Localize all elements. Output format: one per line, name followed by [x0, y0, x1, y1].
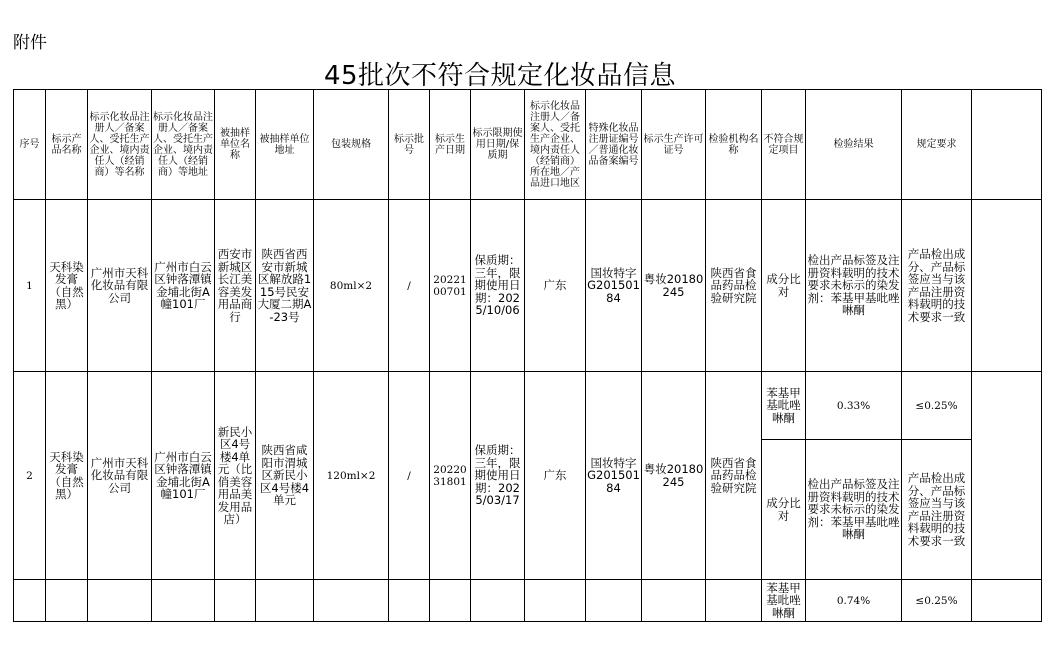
- sampled-unit-cell: 西安市新城区长江美容美发用品商行: [215, 200, 256, 372]
- empty-cell: [706, 580, 762, 622]
- empty-cell: [215, 580, 256, 622]
- empty-cell: [46, 580, 88, 622]
- package-cell: 120ml×2: [314, 372, 389, 580]
- production-date-cell: 2022100701: [430, 200, 471, 372]
- production-date-cell: 2022031801: [430, 372, 471, 580]
- product-cell: 天科染发膏（自然黑）: [46, 372, 88, 580]
- empty-cell: [972, 372, 1042, 580]
- header-cell: 被抽样单位名称: [215, 90, 256, 200]
- empty-cell: [586, 580, 642, 622]
- registrant-name-cell: 广州市天科化妆品有限公司: [88, 372, 152, 580]
- region-cell: 广东: [525, 372, 586, 580]
- empty-cell: [972, 200, 1042, 372]
- registrant-name-cell: 广州市天科化妆品有限公司: [88, 200, 152, 372]
- empty-cell: [14, 580, 46, 622]
- page-title: 45批次不符合规定化妆品信息: [323, 61, 677, 91]
- nonconforming-cosmetics-table: [13, 89, 1042, 622]
- lab-cell: 陕西省食品药品检验研究院: [706, 200, 762, 372]
- header-cell: 标示生产日期: [430, 90, 471, 200]
- header-cell: 标示批号: [389, 90, 430, 200]
- empty-cell: [642, 580, 706, 622]
- batch-cell: /: [389, 200, 430, 372]
- header-cell: 检验结果: [806, 90, 902, 200]
- header-cell: 标示限期使用日期/保质期: [471, 90, 525, 200]
- empty-cell: [972, 580, 1042, 622]
- empty-cell: [389, 580, 430, 622]
- expiry-cell: 保质期：三年，限期使用日期：2025/03/17: [471, 372, 525, 580]
- sampled-address-cell: 陕西省咸阳市渭城区新民小区4号楼4单元: [256, 372, 314, 580]
- header-cell: 标示化妆品注册人／备案人、受托生产企业、境内责任人（经销商）等名称: [88, 90, 152, 200]
- header-cell: 标示产品名称: [46, 90, 88, 200]
- header-cell: [972, 90, 1042, 200]
- header-cell: 序号: [14, 90, 46, 200]
- sampled-unit-cell: 新民小区4号楼4单元（比俏美容用品美发用品店）: [215, 372, 256, 580]
- region-cell: 广东: [525, 200, 586, 372]
- header-cell: 标示生产许可证号: [642, 90, 706, 200]
- lab-cell: 陕西省食品药品检验研究院: [706, 372, 762, 580]
- header-row: [14, 90, 1042, 200]
- registrant-address-cell: 广州市白云区钟落潭镇金埔北街A幢101厂: [152, 372, 215, 580]
- empty-cell: [430, 580, 471, 622]
- header-cell: 规定要求: [902, 90, 972, 200]
- cert-no-cell: 国妆特字G20150184: [586, 200, 642, 372]
- item-cell: 成分比对: [762, 200, 806, 372]
- header-cell: 包装规格: [314, 90, 389, 200]
- license-no-cell: 粤妆20180245: [642, 372, 706, 580]
- header-cell: 标示化妆品注册人／备案人、受托生产企业、境内责任人（经销商）等地址: [152, 90, 215, 200]
- table-row: [14, 200, 1042, 372]
- seq-cell: 2: [14, 372, 46, 580]
- result-cell: 检出产品标签及注册资料载明的技术要求未标示的染发剂：苯基甲基吡唑啉酮: [806, 440, 902, 580]
- sampled-address-cell: 陕西省西安市新城区解放路115号民安大厦二期A-23号: [256, 200, 314, 372]
- result-cell: 检出产品标签及注册资料载明的技术要求未标示的染发剂：苯基甲基吡唑啉酮: [806, 200, 902, 372]
- license-no-cell: 粤妆20180245: [642, 200, 706, 372]
- requirement-cell: ≤0.25%: [902, 580, 972, 622]
- seq-cell: 1: [14, 200, 46, 372]
- table-row: [14, 580, 1042, 622]
- header-cell: 标示化妆品注册人／备案人、受托生产企业、境内责任人（经销商）所在地／产品进口地区: [525, 90, 586, 200]
- empty-cell: [471, 580, 525, 622]
- result-cell: 0.33%: [806, 372, 902, 440]
- empty-cell: [88, 580, 152, 622]
- product-cell: 天科染发膏（自然黑）: [46, 200, 88, 372]
- requirement-cell: ≤0.25%: [902, 372, 972, 440]
- empty-cell: [314, 580, 389, 622]
- requirement-cell: 产品检出成分、产品标签应当与该产品注册资料载明的技术要求一致: [902, 200, 972, 372]
- batch-cell: /: [389, 372, 430, 580]
- attachment-label: 附件: [13, 33, 47, 53]
- table-row: [14, 372, 1042, 440]
- expiry-cell: 保质期：三年，限期使用日期：2025/10/06: [471, 200, 525, 372]
- header-cell: 特殊化妆品注册证编号／普通化妆品备案编号: [586, 90, 642, 200]
- empty-cell: [152, 580, 215, 622]
- item-cell: 苯基甲基吡唑啉酮: [762, 580, 806, 622]
- requirement-cell: 产品检出成分、产品标签应当与该产品注册资料载明的技术要求一致: [902, 440, 972, 580]
- empty-cell: [256, 580, 314, 622]
- item-cell: 成分比对: [762, 440, 806, 580]
- empty-cell: [525, 580, 586, 622]
- package-cell: 80ml×2: [314, 200, 389, 372]
- result-cell: 0.74%: [806, 580, 902, 622]
- registrant-address-cell: 广州市白云区钟落潭镇金埔北街A幢101厂: [152, 200, 215, 372]
- header-cell: 被抽样单位地址: [256, 90, 314, 200]
- header-cell: 不符合规定项目: [762, 90, 806, 200]
- item-cell: 苯基甲基吡唑啉酮: [762, 372, 806, 440]
- cert-no-cell: 国妆特字G20150184: [586, 372, 642, 580]
- header-cell: 检验机构名称: [706, 90, 762, 200]
